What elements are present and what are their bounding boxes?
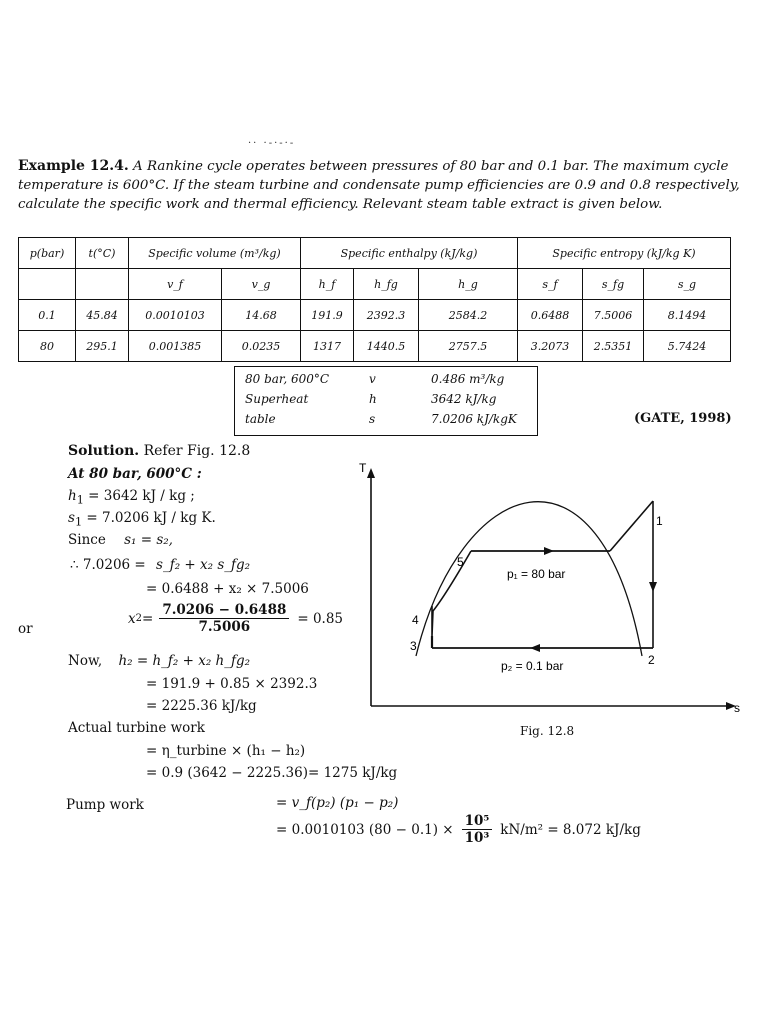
table-cell: 2.5351 [583, 331, 644, 362]
point-5-label: 5 [457, 555, 464, 569]
header-cell: p(bar) [19, 238, 76, 269]
table-cell: 80 [19, 331, 76, 362]
table-cell: 45.84 [76, 300, 129, 331]
subheader-cell: v_f [129, 269, 222, 300]
table-cell: 295.1 [76, 331, 129, 362]
steam-table [18, 237, 731, 362]
state-heading: At 80 bar, 600°C : [68, 466, 202, 482]
table-cell: 0.0235 [222, 331, 301, 362]
subheader-cell: h_f [301, 269, 354, 300]
table-cell: 2584.2 [419, 300, 518, 331]
ts-diagram [350, 456, 750, 722]
table-cell: 1317 [301, 331, 354, 362]
subheader-cell: s_g [644, 269, 731, 300]
h1-line: $h_1 = 3642$ kJ / kg ; [68, 488, 195, 507]
point-4-label: 4 [412, 613, 419, 627]
header-fragment: ·· ·-·-·- [248, 138, 296, 149]
table-cell: 3.2073 [518, 331, 583, 362]
point-2-label: 2 [648, 653, 655, 667]
subheader-cell: s_fg [583, 269, 644, 300]
x2-numerator: 7.0206 − 0.6488 [159, 602, 289, 619]
header-cell: Specific volume (m³/kg) [129, 238, 301, 269]
y-axis-arrow [367, 468, 375, 478]
subheader-cell: h_fg [354, 269, 419, 300]
header-cell: t(°C) [76, 238, 129, 269]
p1-label: p₁ = 80 bar [507, 567, 566, 581]
y-axis-label: T [359, 461, 367, 475]
table-subheader-row [19, 269, 731, 300]
or-label: or [18, 621, 33, 637]
solution-heading: Solution. Refer Fig. 12.8 [68, 443, 251, 459]
figure-caption: Fig. 12.8 [520, 724, 575, 738]
table-cell: 8.1494 [644, 300, 731, 331]
superheat-line [610, 501, 653, 551]
table-cell: 191.9 [301, 300, 354, 331]
table-row [19, 331, 731, 362]
table-header-row [19, 238, 731, 269]
turbine-work-equation: = η_turbine × (h₁ − h₂) [146, 743, 306, 759]
table-cell: 0.0010103 [129, 300, 222, 331]
s1-line: $s_1 = 7.0206$ kJ / kg K. [68, 510, 216, 529]
pump-work-equation: = v_f(p₂) (p₁ − p₂) [276, 795, 399, 811]
h2-result: = 2225.36 kJ/kg [146, 698, 257, 714]
x-axis-label: s [734, 701, 740, 715]
point-3-label: 3 [410, 639, 417, 653]
table-row [19, 300, 731, 331]
point-1-label: 1 [656, 514, 663, 528]
table-cell: 2757.5 [419, 331, 518, 362]
substitution-line: = 0.6488 + x₂ × 7.5006 [146, 581, 309, 597]
subheader-cell: h_g [419, 269, 518, 300]
table-cell: 7.5006 [583, 300, 644, 331]
h2-substitution: = 191.9 + 0.85 × 2392.3 [146, 676, 318, 692]
subheader-cell: s_f [518, 269, 583, 300]
example-label: Example 12.4. [18, 158, 129, 174]
table-cell: 5.7424 [644, 331, 731, 362]
entropy-balance-line: ∴ 7.0206 = s_f₂ + x₂ s_fg₂ [70, 557, 251, 573]
turbine-work-label: Actual turbine work [68, 720, 205, 736]
table-cell: 0.1 [19, 300, 76, 331]
x2-result: = 0.85 [297, 610, 344, 627]
since-line: Since s₁ = s₂, [68, 532, 173, 548]
heating-liquid [432, 551, 471, 636]
table-cell: 0.6488 [518, 300, 583, 331]
header-cell: Specific entropy (kJ/kg K) [518, 238, 731, 269]
table-cell: 2392.3 [354, 300, 419, 331]
table-cell: 1440.5 [354, 331, 419, 362]
pump-work-result: kN/m² = 8.072 kJ/kg [500, 821, 641, 838]
x2-denominator: 7.5006 [198, 619, 251, 635]
pump-work-calculation: = 0.0010103 (80 − 0.1) × $\frac{\text{10⁵}}{\text{10³}}$ kN/m² = 8.072 kJ/kg [276, 813, 641, 846]
turbine-work-result: = 0.9 (3642 − 2225.36)= 1275 kJ/kg [146, 765, 398, 781]
subheader-cell: v_g [222, 269, 301, 300]
problem-statement [18, 157, 744, 214]
dryness-fraction: x 2 = $\frac{7.0206 - 0.6488}{7.5006}$ = 0.85 [128, 602, 344, 635]
table-cell: 14.68 [222, 300, 301, 331]
table-cell: 0.001385 [129, 331, 222, 362]
superheat-table: 80 bar, 600°C v 0.486 m³/kg Superheat h 3642 kJ/kg table s 7.0206 kJ/kgK [234, 366, 538, 436]
problem-text: A Rankine cycle operates between pressures of 80 bar and 0.1 bar. The maximum cycle temperature is 600°C. If the steam turbine and condensate pump efficiencies are 0.9 and 0.8 respectively, calculate the specific work and thermal efficiency. Relevant steam table extract is given below. [18, 159, 740, 212]
header-cell: Specific enthalpy (kJ/kg) [301, 238, 518, 269]
pump-work-label: Pump work [66, 797, 144, 813]
p2-label: p₂ = 0.1 bar [501, 659, 564, 673]
h2-line: Now, h₂ = h_f₂ + x₂ h_fg₂ [68, 653, 251, 669]
source-citation: (GATE, 1998) [634, 411, 732, 426]
